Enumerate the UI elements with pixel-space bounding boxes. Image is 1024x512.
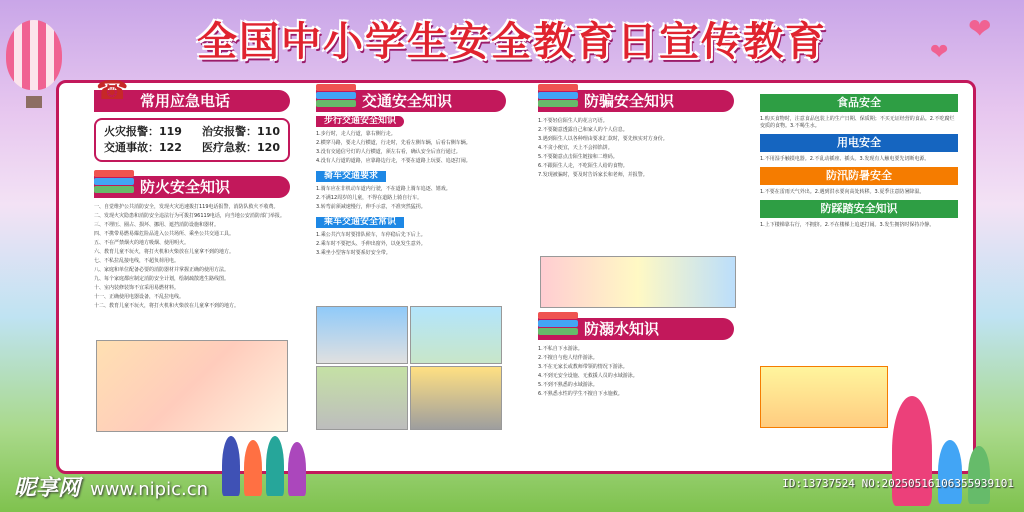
- stampede-text: 1.上下楼梯靠右行，不拥挤。2.不在楼梯上追逐打闹。3.发生拥挤时保持冷静。: [760, 222, 935, 228]
- column-fraud-drown: [538, 90, 734, 181]
- drown-list: [538, 346, 734, 398]
- list-item: 1.乘公共汽车时要排队候车，车停稳后先下后上。: [316, 232, 426, 238]
- books-icon: [94, 170, 134, 196]
- list-item: 2.不擅自与他人结伴游泳。: [538, 355, 598, 361]
- page-title: 全国中小学生安全教育日宣传教育: [197, 19, 827, 65]
- column-traffic: [316, 90, 506, 259]
- list-item: 1.步行时，走人行道，靠右侧行走。: [316, 131, 396, 137]
- electric-heading: 用电安全: [760, 134, 958, 152]
- site-logo: [14, 471, 208, 502]
- fraud-list: [538, 118, 734, 179]
- heart-decoration: ❤: [930, 40, 949, 65]
- list-item: 3.乘坐小型客车时要系好安全带。: [316, 250, 391, 256]
- emergency-row: [104, 140, 280, 156]
- emergency-number: 医疗急救：120: [202, 141, 280, 154]
- phone-icon: ☎: [96, 76, 129, 106]
- list-item: 3.没有交通信号灯的人行横道，须左右看，确认安全后直行通过。: [316, 149, 461, 155]
- books-icon: [538, 84, 578, 110]
- list-item: 6.不跟陌生人走，不吃陌生人给的食物。: [538, 163, 628, 169]
- heart-decoration: ❤: [968, 12, 992, 45]
- list-item: 九、每个家庭都应制定消防安全计划，绘制疏散逃生路线图。: [94, 276, 230, 282]
- drown-heading: [538, 318, 734, 340]
- list-item: 1.不私自下水游泳。: [538, 346, 583, 352]
- emergency-section: [94, 76, 290, 162]
- logo-url: www.nipic.cn: [90, 479, 209, 500]
- list-item: 六、教育儿童不玩火，将打火机和火柴放在儿童拿不到的地方。: [94, 249, 235, 255]
- list-item: 4.不到无安全设施、无救援人员的水域游泳。: [538, 373, 638, 379]
- list-item: 2.横穿马路，要走人行横道，行走时，先看左侧车辆，后看右侧车辆。: [316, 140, 471, 146]
- list-item: 4.不贪小便宜，天上不会掉馅饼。: [538, 145, 613, 151]
- fire-heading: [94, 176, 290, 198]
- column-drown: [538, 318, 734, 400]
- traffic-heading-text: 交通安全知识: [362, 92, 453, 110]
- list-item: 十、室内装修装饰不宜采用易燃材料。: [94, 285, 180, 291]
- balloon-basket: [26, 96, 42, 108]
- list-item: 2.乘车时不要把头、手伸出窗外，以免发生意外。: [316, 241, 426, 247]
- list-item: 一、自觉维护公共消防安全，发现火灾迅速拨打119电话报警，消防队救火不收费。: [94, 204, 279, 210]
- fire-illustration: [96, 340, 288, 432]
- emergency-number: 交通事故：122: [104, 141, 182, 154]
- emergency-number: 火灾报警：119: [104, 125, 182, 138]
- food-text: 1.购买食物时，注意食品包装上的生产日期、保质期；不买无证经营的食品。2.不吃腐烂变质的食物。3.不喝生水。: [760, 116, 955, 129]
- column-right: [760, 90, 958, 231]
- list-item: 7.发现被骗时，要及时告诉家长和老师，并报警。: [538, 172, 648, 178]
- fraud-heading-text: 防骗安全知识: [584, 92, 675, 110]
- kid-figure: [266, 436, 284, 496]
- fire-list: [94, 204, 290, 310]
- kid-figure: [288, 442, 306, 496]
- list-item: 七、不私拉乱接电线，不超负荷用电。: [94, 258, 180, 264]
- list-item: 2.不满12周岁的儿童，不得在道路上骑自行车。: [316, 195, 423, 201]
- drown-heading-text: 防溺水知识: [584, 320, 660, 338]
- fire-heading-text: 防火安全知识: [140, 178, 231, 196]
- list-item: 3.不在无家长或教师带领的情况下游泳。: [538, 364, 628, 370]
- kid-figure: [938, 440, 962, 504]
- stampede-illustration: [760, 366, 888, 428]
- list-item: 3.遇到陌生人以各种理由要求汇款时，要先核实对方身份。: [538, 136, 668, 142]
- kid-figure: [244, 440, 262, 496]
- list-item: 1.不要轻信陌生人的花言巧语。: [538, 118, 608, 124]
- list-item: 四、不携带易燃易爆危险品进入公共场所、乘坐公共交通工具。: [94, 231, 235, 237]
- traffic-illustration: [316, 366, 408, 430]
- column-emergency-fire: [94, 76, 290, 312]
- list-item: 4.没有人行道的道路，应靠路边行走，不要在道路上玩耍、追逐打闹。: [316, 158, 471, 164]
- list-item: 十一、正确使用电器设备，不乱拉电线。: [94, 294, 185, 300]
- food-heading: 食品安全: [760, 94, 958, 112]
- emergency-heading-text: 常用应急电话: [140, 92, 231, 110]
- books-icon: [316, 84, 356, 110]
- list-item: 十二、教育儿童不玩火，将打火机和火柴放在儿童拿不到的地方。: [94, 303, 240, 309]
- emergency-box: [94, 118, 290, 162]
- emergency-row: [104, 124, 280, 140]
- kid-figure: [968, 446, 990, 504]
- list-item: 3.转弯前须减速慢行，伸手示意，不准突然猛拐。: [316, 204, 426, 210]
- fire-section: [94, 176, 290, 310]
- fraud-illustration: [540, 256, 736, 308]
- stampede-heading: 防踩踏安全知识: [760, 200, 958, 218]
- kid-figure: [222, 436, 240, 496]
- watermark-id: ID:13737524 NO:20250516106355939101: [782, 477, 1014, 490]
- traffic-illustration: [410, 306, 502, 364]
- list-item: 5.不要随意点击陌生链接和二维码。: [538, 154, 618, 160]
- traffic-heading: [316, 90, 506, 112]
- bus-subheading: 乘车交通安全常识: [316, 217, 404, 228]
- fraud-heading: [538, 90, 734, 112]
- walk-subheading: 步行交通安全知识: [316, 116, 404, 127]
- emergency-number: 治安报警：110: [202, 125, 280, 138]
- traffic-illustration: [316, 306, 408, 364]
- emergency-heading: [94, 76, 290, 112]
- list-item: 2.不要随意透露自己和家人的个人信息。: [538, 127, 628, 133]
- list-item: 五、不在严禁烟火的地方吸烟、使用明火。: [94, 240, 190, 246]
- flood-text: 1.不要在雷雨天气外出。2.遇到洪水要向高处转移。3.夏季注意防暑降温。: [760, 189, 925, 195]
- list-item: 1.骑车应在非机动车道内行驶，不在道路上骑车追逐、嬉戏。: [316, 186, 451, 192]
- list-item: 二、发现火灾隐患和消防安全违法行为可拨打96119电话，向当地公安消防部门举报。: [94, 213, 285, 219]
- flood-heading: 防汛防暑安全: [760, 167, 958, 185]
- list-item: 三、不埋压、圈占、损坏、挪用、遮挡消防设施和器材。: [94, 222, 220, 228]
- list-item: 5.不到不熟悉的水域游泳。: [538, 382, 598, 388]
- books-icon: [538, 312, 578, 338]
- bike-subheading: 骑车交通要求: [316, 171, 386, 182]
- electric-text: 1.不用湿手触摸电器。2.不乱动插座、插头。3.发现有人触电要先切断电源。: [760, 156, 930, 162]
- list-item: 6.不熟悉水性的学生不擅自下水施救。: [538, 391, 623, 397]
- traffic-illustration: [410, 366, 502, 430]
- logo-text: 昵享网: [14, 476, 81, 501]
- list-item: 八、家庭和单位配备必要的消防器材并掌握正确的使用方法。: [94, 267, 230, 273]
